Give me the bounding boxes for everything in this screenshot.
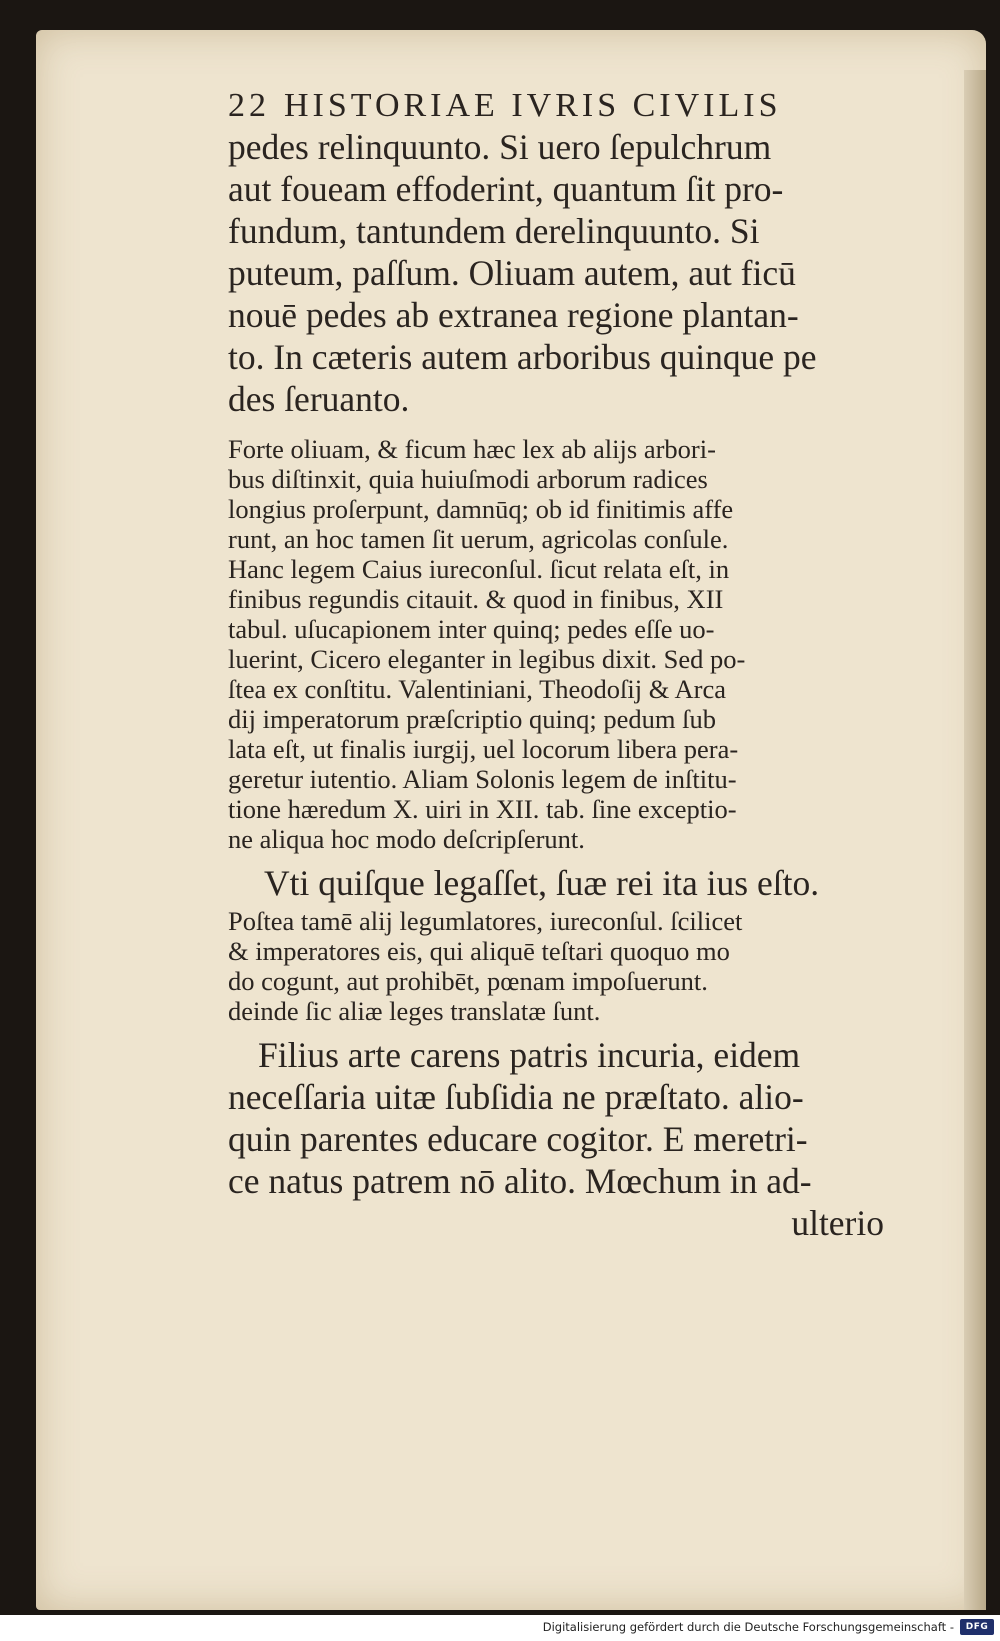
text-line: tabul. uſucapionem inter quinq; pedes eſſe uo- <box>228 614 715 644</box>
text-line: runt, an hoc tamen ſit uerum, agricolas conſule. <box>228 524 729 554</box>
commentary-2 <box>228 906 890 1026</box>
text-line: finibus regundis citauit. & quod in finibus, XII <box>228 584 724 614</box>
text-line: to. In cæteris autem arboribus quinque pe <box>228 337 817 377</box>
text-line: quin parentes educare cogitor. E meretri- <box>228 1119 808 1159</box>
law-text-1 <box>228 126 890 420</box>
text-line: ſtea ex conſtitu. Valentiniani, Theodoſij & Arca <box>228 674 726 704</box>
text-line: & imperatores eis, qui aliquē teſtari quoquo mo <box>228 936 730 966</box>
text-line: nouē pedes ab extranea regione plantan- <box>228 295 799 335</box>
text-line: Filius arte carens patris incuria, eidem <box>258 1035 801 1075</box>
text-line: lata eſt, ut finalis iurgij, uel locorum libera pera- <box>228 734 739 764</box>
text-line: ce natus patrem nō alito. Mœchum in ad- <box>228 1161 812 1201</box>
text-line: aut foueam effoderint, quantum ſit pro- <box>228 169 784 209</box>
dfg-logo-text: DFG <box>965 1622 989 1632</box>
text-line: luerint, Cicero eleganter in legibus dixit. Sed po- <box>228 644 746 674</box>
page-number: 22 <box>228 87 270 124</box>
text-line: ne aliqua hoc modo deſcripſerunt. <box>228 824 585 854</box>
commentary-1 <box>228 434 890 854</box>
text-line: puteum, paſſum. Oliuam autem, aut ficū <box>228 253 796 293</box>
text-line: bus diſtinxit, quia huiuſmodi arborum radices <box>228 464 708 494</box>
text-line: des ſeruanto. <box>228 379 410 419</box>
dfg-logo-icon <box>960 1619 994 1635</box>
text-line: tione hæredum X. uiri in XII. tab. ſine exceptio- <box>228 794 737 824</box>
running-title: HISTORIAE IVRIS CIVILIS <box>284 87 782 124</box>
text-line: dij imperatorum præſcriptio quinq; pedum ſub <box>228 704 716 734</box>
text-line: Hanc legem Caius iureconſul. ſicut relata eſt, in <box>228 554 730 584</box>
law-verse: Vti quiſque legaſſet, ſuæ rei ita ius eſto. <box>264 863 820 903</box>
running-head <box>228 86 890 126</box>
catchword: ulterio <box>791 1203 884 1243</box>
text-line: fundum, tantundem derelinquunto. Si <box>228 211 760 251</box>
page-text <box>228 86 890 1244</box>
text-line: deinde ſic aliæ leges translatæ ſunt. <box>228 996 601 1026</box>
text-line: pedes relinquunto. Si uero ſepulchrum <box>228 127 772 167</box>
text-line: Forte oliuam, & ficum hæc lex ab alijs arbori- <box>228 434 716 464</box>
text-line: neceſſaria uitæ ſubſidia ne præſtato. alio- <box>228 1077 804 1117</box>
law-text-2 <box>228 1034 890 1244</box>
text-line: do cogunt, aut prohibēt, pœnam impoſuerunt. <box>228 966 708 996</box>
funding-credit: Digitalisierung gefördert durch die Deutsche Forschungsgemeinschaft - <box>542 1620 954 1634</box>
footer-bar <box>0 1615 1000 1641</box>
text-line: Poſtea tamē alij legumlatores, iureconſul. ſcilicet <box>228 906 743 936</box>
text-line: geretur iutentio. Aliam Solonis legem de inſtitu- <box>228 764 737 794</box>
text-line: longius proſerpunt, damnūq; ob id finitimis affe <box>228 494 734 524</box>
page-edge <box>964 70 986 1610</box>
